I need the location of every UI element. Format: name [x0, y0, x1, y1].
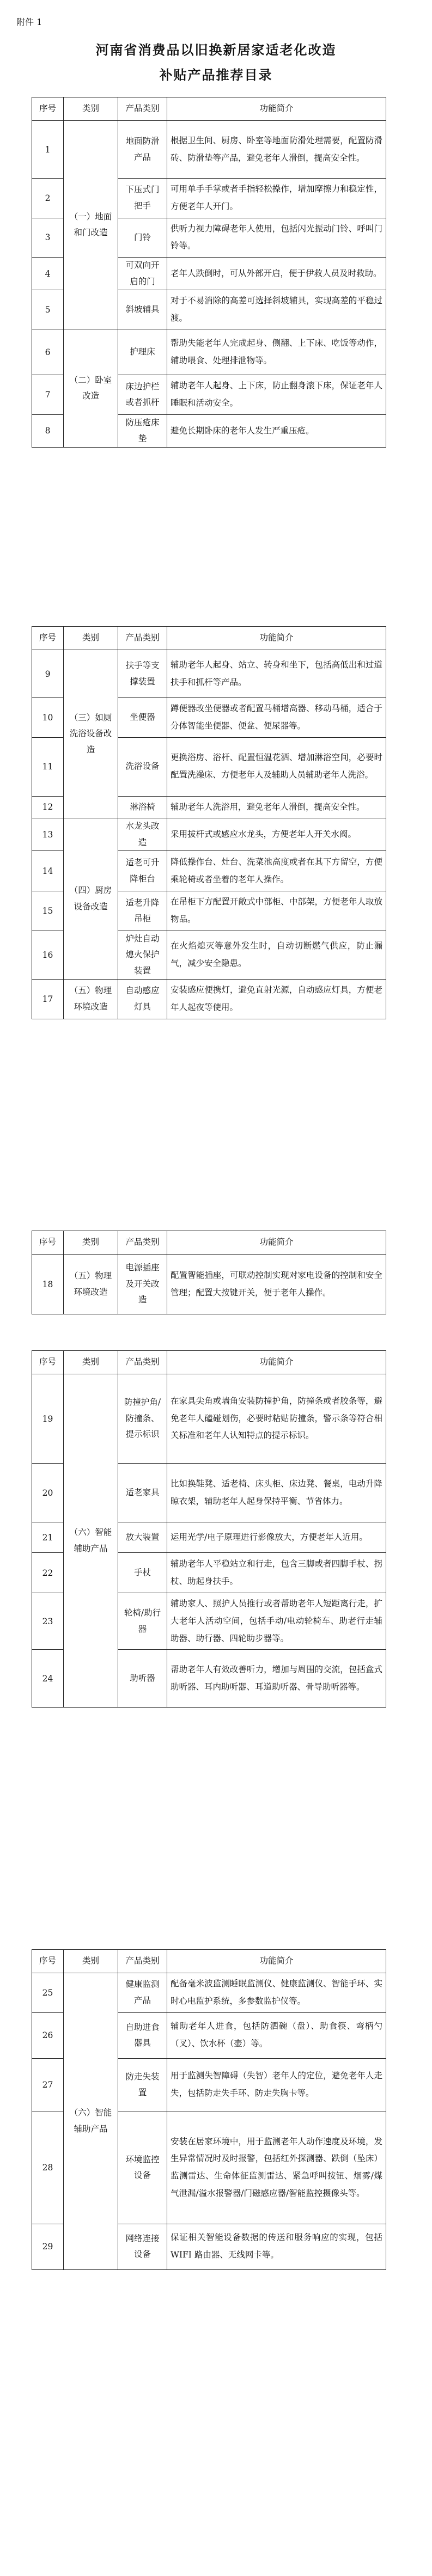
cell-no: 29: [32, 2224, 64, 2269]
cell-product-type: 水龙头改造: [118, 818, 167, 851]
header-category: 类别: [64, 1231, 118, 1255]
cell-function: 可用单手手掌或者手指轻松操作，增加摩擦力和稳定性，方便老年人开门。: [167, 179, 386, 218]
cell-product-type: 防走失装置: [118, 2058, 167, 2112]
header-no: 序号: [32, 97, 64, 121]
cell-no: 3: [32, 218, 64, 258]
product-table: [32, 1231, 386, 1314]
cell-function: 辅助老年人起身、站立、转身和坐下，包括高低出和过道扶手和抓杆等产品。: [167, 650, 386, 698]
page-subtitle: 补贴产品推荐目录: [159, 68, 273, 83]
cell-no: 17: [32, 980, 64, 1019]
cell-no: 21: [32, 1522, 64, 1553]
table-header-row: [32, 1231, 386, 1255]
header-no: 序号: [32, 1351, 64, 1374]
cell-category: （二）卧室改造: [64, 329, 118, 447]
cell-product-type: 自助进食器具: [118, 2012, 167, 2058]
cell-function: 在家具尖角或墙角安装防撞护角，防撞条或者胶条等，避免老年人磕碰划伤，必要时粘贴防撞条，警示条等符合相关标准和老年人认知特点的提示标识。: [167, 1374, 386, 1464]
cell-no: 10: [32, 698, 64, 738]
cell-function: 蹲便器改坐便器或者配置马桶增高器、移动马桶，适合于分体智能坐便器、便盆、便尿器等。: [167, 698, 386, 738]
table-row: [32, 1374, 386, 1464]
cell-function: 根据卫生间、厨房、卧室等地面防滑处理需要，配置防滑砖、防滑垫等产品，避免老年人滑倒，提高安全性。: [167, 121, 386, 179]
cell-function: 辅助老年人进食，包括防洒碗（盘）、助食筷、弯柄勺（叉）、饮水杯（壶）等。: [167, 2012, 386, 2058]
cell-product-type: 自动感应灯具: [118, 980, 167, 1019]
cell-no: 2: [32, 179, 64, 218]
cell-no: 23: [32, 1593, 64, 1650]
cell-product-type: 适老家具: [118, 1464, 167, 1522]
cell-product-type: 手杖: [118, 1553, 167, 1593]
cell-product-type: 床边护栏或者抓杆: [118, 375, 167, 415]
cell-no: 19: [32, 1374, 64, 1464]
cell-category: （六）智能辅助产品: [64, 1973, 118, 2270]
cell-function: 辅助老年人起身、上下床，防止翻身滚下床，保证老年人睡眠和活动安全。: [167, 375, 386, 415]
cell-function: 在吊柜下方配置开敞式中部柜、中部架，方便老年人取放物品。: [167, 891, 386, 931]
cell-no: 18: [32, 1255, 64, 1314]
cell-category: （六）智能辅助产品: [64, 1374, 118, 1708]
table-block-2: [32, 626, 386, 1019]
table-row: [32, 329, 386, 375]
cell-no: 4: [32, 258, 64, 290]
cell-product-type: 助听器: [118, 1650, 167, 1708]
header-no: 序号: [32, 627, 64, 650]
cell-function: 运用光学/电子原理进行影像放大，方便老年人近用。: [167, 1522, 386, 1553]
cell-no: 1: [32, 121, 64, 179]
cell-function: 配置智能插座，可联动控制实现对家电设备的控制和安全管理；配置大按键开关，便于老年人操作。: [167, 1255, 386, 1314]
cell-no: 11: [32, 737, 64, 796]
cell-product-type: 洗浴设备: [118, 737, 167, 796]
header-category: 类别: [64, 627, 118, 650]
header-type: 产品类别: [118, 627, 167, 650]
cell-no: 22: [32, 1553, 64, 1593]
cell-product-type: 防撞护角/防撞条、提示标识: [118, 1374, 167, 1464]
table-row: [32, 1973, 386, 2013]
header-type: 产品类别: [118, 97, 167, 121]
page-title: 河南省消费品以旧换新居家适老化改造: [95, 42, 337, 58]
cell-function: 更换浴房、浴杆、配置恒温花洒、增加淋浴空间，必要时配置洗澡床、方便老年人及辅助人员辅助老年人洗浴。: [167, 737, 386, 796]
cell-product-type: 下压式门把手: [118, 179, 167, 218]
cell-category: （一）地面和门改造: [64, 121, 118, 329]
table-row: [32, 1255, 386, 1314]
cell-function: 辅助老年人洗浴用，避免老年人滑倒，提高安全性。: [167, 796, 386, 818]
cell-function: 降低操作台、灶台、洗菜池高度或者在其下方留空，方便乘轮椅或者坐着的老年人操作。: [167, 851, 386, 891]
cell-function: 安装感应便携灯，避免直射光源，自动感应灯具，方便老年人起夜等使用。: [167, 980, 386, 1019]
cell-function: 辅助老年人平稳站立和行走，包含三脚或者四脚手杖、拐杖、助起身扶手。: [167, 1553, 386, 1593]
header-no: 序号: [32, 1231, 64, 1255]
header-func: 功能简介: [167, 1231, 386, 1255]
cell-no: 6: [32, 329, 64, 375]
header-category: 类别: [64, 1950, 118, 1973]
cell-function: 对于不易消除的高差可选择斜坡辅具，实现高差的平稳过渡。: [167, 290, 386, 329]
cell-no: 14: [32, 851, 64, 891]
cell-function: 老年人跌倒时，可从外部开启，便于伊救人员及时救助。: [167, 258, 386, 290]
cell-function: 供听力视力障碍老年人使用，包括闪光振动门铃、呼叫门铃等。: [167, 218, 386, 258]
cell-function: 在火焰熄灭等意外发生时，自动切断燃气供应，防止漏气，减少安全隐患。: [167, 931, 386, 979]
cell-product-type: 护理床: [118, 329, 167, 375]
header-type: 产品类别: [118, 1950, 167, 1973]
cell-function: 用于监测失智障碍（失智）老年人的定位，避免老年人走失，包括防走失手环、防走失胸卡等。: [167, 2058, 386, 2112]
cell-product-type: 网络连接设备: [118, 2224, 167, 2269]
table-block-5: [32, 1949, 386, 2270]
header-func: 功能简介: [167, 627, 386, 650]
header-no: 序号: [32, 1950, 64, 1973]
cell-category: （三）如厕洗浴设备改造: [64, 650, 118, 818]
cell-no: 8: [32, 415, 64, 448]
cell-no: 20: [32, 1464, 64, 1522]
cell-no: 12: [32, 796, 64, 818]
cell-no: 25: [32, 1973, 64, 2013]
cell-no: 26: [32, 2012, 64, 2058]
cell-product-type: 电源插座及开关改造: [118, 1255, 167, 1314]
cell-no: 9: [32, 650, 64, 698]
table-block-4: [32, 1350, 386, 1708]
table-header-row: [32, 97, 386, 121]
cell-no: 27: [32, 2058, 64, 2112]
cell-no: 28: [32, 2112, 64, 2224]
cell-function: 比如换鞋凳、适老椅、床头柜、床边凳、餐桌，电动升降晾衣架，辅助老年人起身保持平衡、节省体力。: [167, 1464, 386, 1522]
table-header-row: [32, 627, 386, 650]
cell-product-type: 放大装置: [118, 1522, 167, 1553]
cell-category: （五）物理环境改造: [64, 980, 118, 1019]
header-func: 功能简介: [167, 97, 386, 121]
table-header-row: [32, 1351, 386, 1374]
product-table: [32, 97, 386, 448]
table-block-1: [32, 97, 386, 448]
cell-product-type: 适老升降吊柜: [118, 891, 167, 931]
cell-function: 安装在居家环境中，用于监测老年人动作速度及环境，发生异常情况时及时报警，包括红外探测器、跌倒（坠床）监测雷达、生命体征监测雷达、紧急呼叫按钮、烟雾/煤气泄漏/溢水报警器/门磁感应器/智能监控摄像头等。: [167, 2112, 386, 2224]
cell-product-type: 防压疮床垫: [118, 415, 167, 448]
header-category: 类别: [64, 1351, 118, 1374]
annex-label: 附件 1: [16, 17, 42, 27]
cell-product-type: 环境监控设备: [118, 2112, 167, 2224]
table-header-row: [32, 1950, 386, 1973]
cell-no: 24: [32, 1650, 64, 1708]
header-type: 产品类别: [118, 1351, 167, 1374]
product-table: [32, 626, 386, 1019]
cell-product-type: 炉灶自动熄火保护装置: [118, 931, 167, 979]
cell-product-type: 淋浴椅: [118, 796, 167, 818]
cell-function: 避免长期卧床的老年人发生严重压疮。: [167, 415, 386, 448]
cell-no: 5: [32, 290, 64, 329]
cell-no: 13: [32, 818, 64, 851]
cell-product-type: 轮椅/助行器: [118, 1593, 167, 1650]
cell-product-type: 地面防滑产品: [118, 121, 167, 179]
cell-function: 帮助老年人有效改善听力，增加与周围的交流，包括盒式助听器、耳内助听器、耳道助听器、骨导助听器等。: [167, 1650, 386, 1708]
header-type: 产品类别: [118, 1231, 167, 1255]
table-row: [32, 980, 386, 1019]
cell-product-type: 坐便器: [118, 698, 167, 738]
cell-product-type: 可双向开启的门: [118, 258, 167, 290]
cell-product-type: 扶手等支撑装置: [118, 650, 167, 698]
cell-product-type: 斜坡辅具: [118, 290, 167, 329]
cell-function: 辅助家人、照护人员推行或者帮助老年人短距离行走，扩大老年人活动空间，包括手动/电动轮椅车、助老行走辅助器、助行器、四轮助步器等。: [167, 1593, 386, 1650]
table-block-3: [32, 1231, 386, 1314]
cell-product-type: 门铃: [118, 218, 167, 258]
cell-function: 配备毫米波监测睡眠监测仪、健康监测仪、智能手环、实时心电监护系统，多参数监护仪等。: [167, 1973, 386, 2013]
cell-no: 7: [32, 375, 64, 415]
header-func: 功能简介: [167, 1351, 386, 1374]
table-row: [32, 121, 386, 179]
cell-product-type: 健康监测产品: [118, 1973, 167, 2013]
cell-no: 16: [32, 931, 64, 979]
cell-no: 15: [32, 891, 64, 931]
table-row: [32, 650, 386, 698]
cell-product-type: 适老可升降柜台: [118, 851, 167, 891]
header-func: 功能简介: [167, 1950, 386, 1973]
product-table: [32, 1350, 386, 1708]
product-table: [32, 1949, 386, 2270]
table-row: [32, 818, 386, 851]
cell-function: 保证相关智能设备数据的传送和服务响应的实现，包括 WIFI 路由器、无线网卡等。: [167, 2224, 386, 2269]
cell-category: （四）厨房设备改造: [64, 818, 118, 980]
header-category: 类别: [64, 97, 118, 121]
cell-category: （五）物理环境改造: [64, 1255, 118, 1314]
cell-function: 采用拔杆式或感应水龙头，方便老年人开关水阀。: [167, 818, 386, 851]
cell-function: 帮助失能老年人完成起身、侧翻、上下床、吃饭等动作，辅助喂食、处理排泄物等。: [167, 329, 386, 375]
